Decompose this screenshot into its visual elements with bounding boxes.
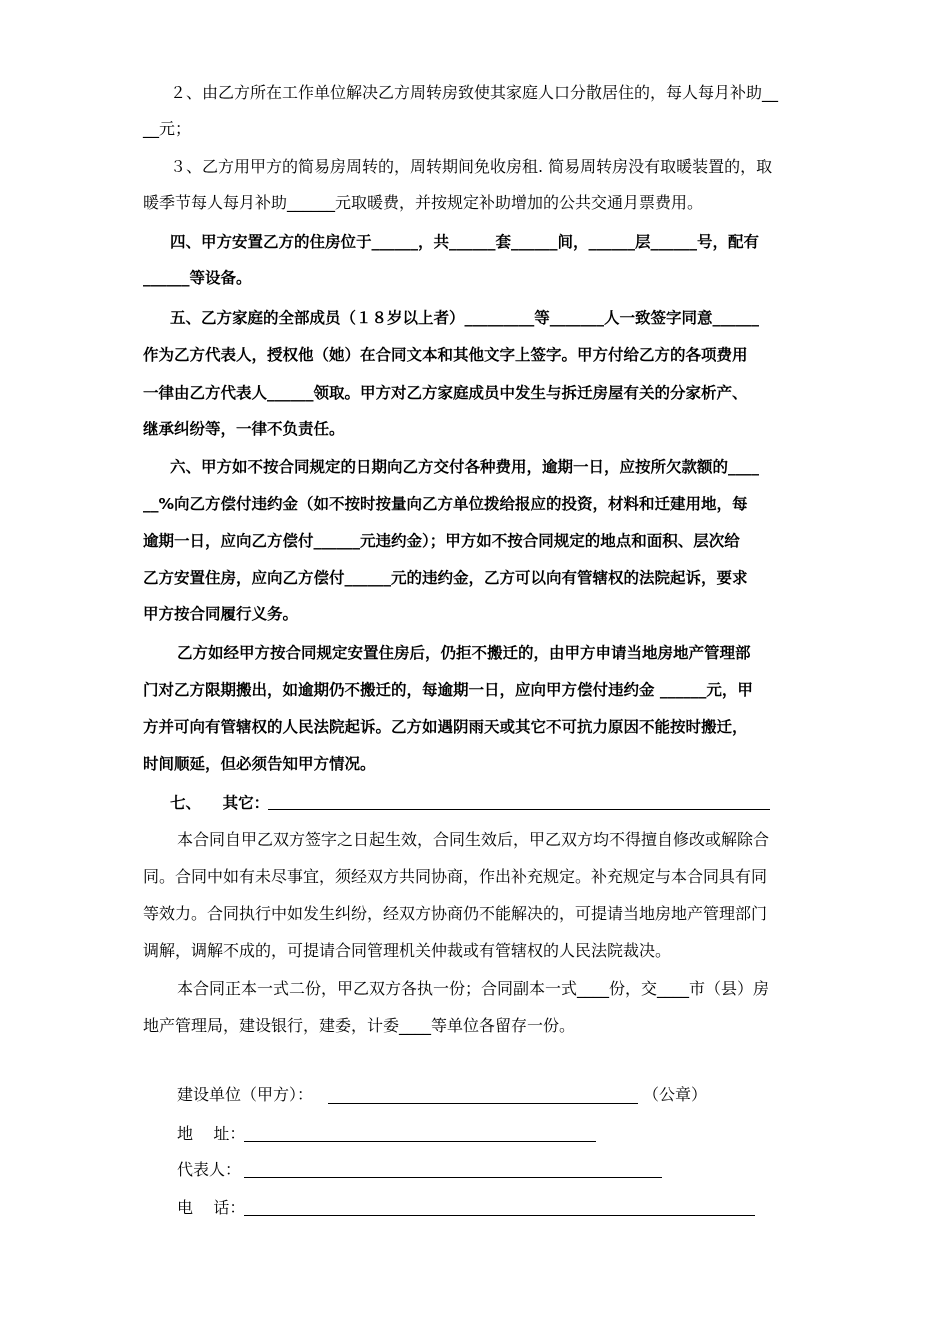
section-4-line-2: ______等设备。 [143, 269, 252, 287]
section-6-line-3: 逾期一日，应向乙方偿付______元违约金）；甲方如不按合同规定的地点和面积、层次给 [143, 532, 740, 550]
relocation-line-4: 时间顺延，但必须告知甲方情况。 [143, 755, 376, 773]
construction-unit-field[interactable] [328, 1103, 638, 1104]
representative-label: 代表人： [177, 1160, 242, 1179]
effect-line-2: 同。合同中如有未尽事宜，须经双方共同协商，作出补充规定。补充规定与本合同具有同 [143, 867, 768, 886]
representative-field[interactable] [244, 1177, 662, 1178]
relocation-line-3: 方并可向有管辖权的人民法院起诉。乙方如遇阴雨天或其它不可抗力原因不能按时搬迁， [143, 718, 748, 736]
clause-3-line-2: 暖季节每人每月补助______元取暖费，并按规定补助增加的公共交通月票费用。 [143, 193, 704, 212]
copies-line-1: 本合同正本一式二份，甲乙双方各执一份；合同副本一式____份，交____市（县）房 [177, 979, 770, 998]
effect-line-4: 调解，调解不成的，可提请合同管理机关仲裁或有管辖权的人民法院裁决。 [143, 941, 672, 960]
address-label: 地 址： [177, 1124, 246, 1143]
effect-line-1: 本合同自甲乙双方签字之日起生效，合同生效后，甲乙双方均不得擅自修改或解除合 [177, 830, 770, 849]
clause-3-line-1: ３、乙方用甲方的简易房周转的，周转期间免收房租. 简易周转房没有取暖装置的，取 [170, 157, 773, 176]
construction-unit-label: 建设单位（甲方）： [177, 1085, 314, 1104]
address-field[interactable] [244, 1141, 596, 1142]
section-5-line-3: 一律由乙方代表人______领取。甲方对乙方家庭成员中发生与拆迁房屋有关的分家析产、 [143, 384, 748, 402]
clause-2-line-2: __元； [143, 119, 192, 138]
section-6-line-4: 乙方安置住房，应向乙方偿付______元的违约金，乙方可以向有管辖权的法院起诉，要求 [143, 569, 748, 587]
copies-line-2: 地产管理局，建设银行，建委，计委____等单位各留存一份。 [143, 1016, 576, 1035]
section-6-line-5: 甲方按合同履行义务。 [143, 605, 299, 623]
section-4-line-1: 四、甲方安置乙方的住房位于______，共______套______间，______层______号，配有 [170, 233, 760, 251]
section-6-line-1: 六、甲方如不按合同规定的日期向乙方交付各种费用，逾期一日，应按所欠款额的____ [170, 458, 760, 476]
section-7-label: 七、 其它： [170, 794, 270, 812]
section-5-line-2: 作为乙方代表人，授权他（她）在合同文本和其他文字上签字。甲方付给乙方的各项费用 [143, 346, 748, 364]
effect-line-3: 等效力。合同执行中如发生纠纷，经双方协商仍不能解决的，可提请当地房地产管理部门 [143, 904, 768, 923]
phone-label: 电 话： [177, 1198, 246, 1217]
section-7-blank [268, 809, 770, 810]
section-5-line-1: 五、乙方家庭的全部成员（１８岁以上者）_________等_______人一致签字同意______ [170, 309, 760, 327]
relocation-line-1: 乙方如经甲方按合同规定安置住房后，仍拒不搬迁的，由甲方申请当地房地产管理部 [177, 644, 751, 662]
section-5-line-4: 继承纠纷等，一律不负责任。 [143, 420, 345, 438]
relocation-line-2: 门对乙方限期搬出，如逾期仍不搬迁的，每逾期一日，应向甲方偿付违约金 ______元，甲 [143, 681, 753, 699]
clause-2-line-1: ２、由乙方所在工作单位解决乙方周转房致使其家庭人口分散居住的，每人每月补助__ [170, 83, 779, 102]
seal-label: （公章） [643, 1085, 708, 1104]
section-6-line-2: __%向乙方偿付违约金（如不按时按量向乙方单位拨给报应的投资，材料和迁建用地，每 [143, 495, 748, 513]
phone-field[interactable] [244, 1215, 755, 1216]
